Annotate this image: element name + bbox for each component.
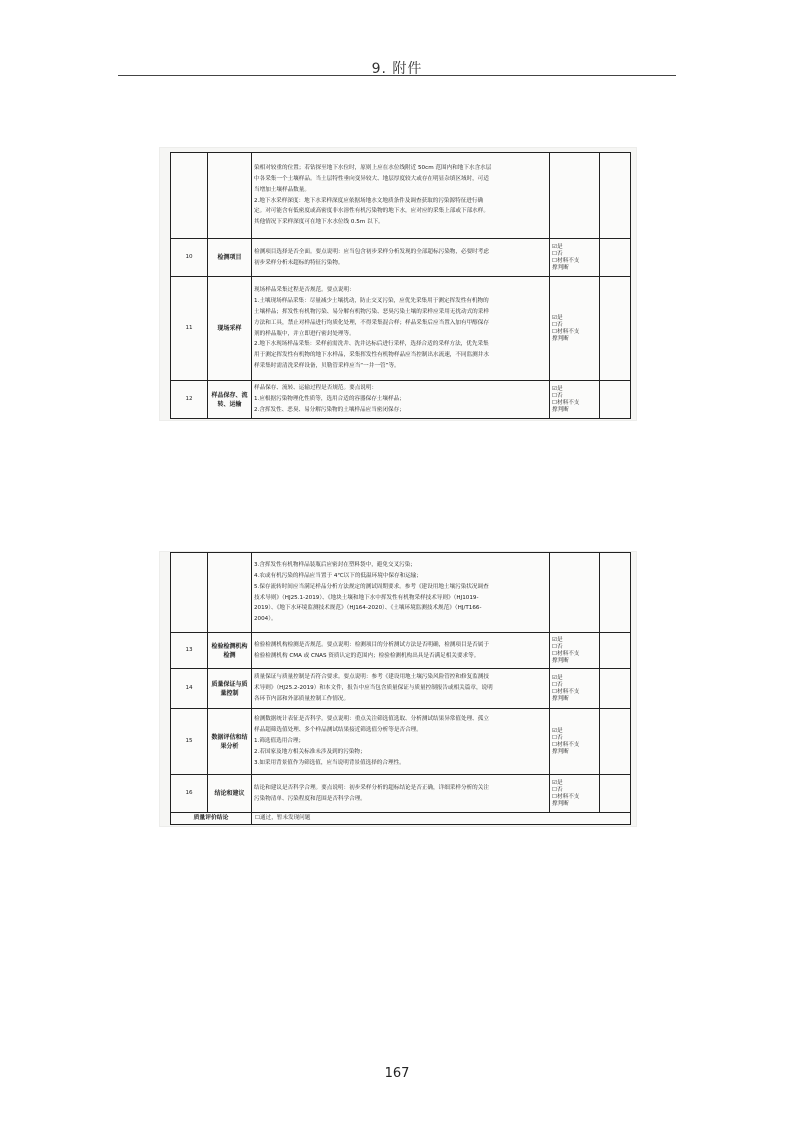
row-options: ☑是 ☐否 ☐材料不支 撑判断 [550,709,600,775]
scanned-page-upper [160,148,636,420]
row-item: 结论和建议 [208,775,252,813]
option-yes-checked[interactable]: ☑是 [552,779,563,786]
option-yes-checked[interactable]: ☑是 [552,243,563,250]
row-options: ☑是 ☐否 ☐材料不支 撑判断 [550,669,600,709]
option-insufficient[interactable]: ☐材料不支 [552,741,580,748]
review-table-upper [170,152,631,419]
option-yes-checked[interactable]: ☑是 [552,636,563,643]
page-number: 167 [384,1066,410,1081]
row-number: 13 [171,633,208,669]
scanned-page-lower [160,552,636,826]
row-description: 检验检测机构检测是否规范。要点说明：检测项目的分析测试方法是否明确，检测项目是否属于 检验检测机构 CMA 或 CNAS 资质认定的范围内；检验检测机构出具是否满足相关要求等。 [252,633,550,669]
row-item: 检验检测机构检测 [208,633,252,669]
row-description: 质量保证与质量控制是否符合要求。要点说明：参考《建设用地土壤污染风险管控和修复监测技 术导则》（HJ25.2-2019）和本文件，报告中应当包含质量保证与质量控制报告或相关篇章，说明 各环节内部和外部质量控制工作情况。 [252,669,550,709]
row-item: 检测项目 [208,239,252,277]
option-no[interactable]: ☐否 [552,643,563,650]
table-row-continuation [171,153,631,239]
row-item: 质量保证与质量控制 [208,669,252,709]
table-row-16 [171,775,631,813]
header-rule [118,75,676,76]
option-insufficient[interactable]: ☐材料不支 [552,399,580,406]
option-no[interactable]: ☐否 [552,392,563,399]
option-no[interactable]: ☐否 [552,321,563,328]
table-row-12 [171,381,631,419]
option-insufficient[interactable]: ☐材料不支 [552,688,580,695]
option-no[interactable]: ☐否 [552,786,563,793]
option-insufficient[interactable]: ☐材料不支 [552,650,580,657]
summary-value[interactable]: ☐通过，暂未发现问题 [252,813,631,825]
option-insufficient[interactable]: ☐材料不支 [552,257,580,264]
row-number: 14 [171,669,208,709]
row-item: 样品保存、流转、运输 [208,381,252,419]
summary-label: 质量评价结论 [171,813,252,825]
row-description: 现场样品采集过程是否规范。要点说明： 1.土壤现场样品采集：尽量减少土壤扰动，防止交叉污染，应优先采集用于测定挥发性有机物的 土壤样品；挥发性有机物污染、易分解有机物污染、恶臭污染土壤的采样应采用无扰动式的采样 方法和工具，禁止对样品进行均质化处理，不得采集混合样；样品采集后应当置入加有甲醇保存 剂的样品瓶中，并立即进行密封处理等。 2.地下水现场样品采集：采样前需洗井、洗井达标后进行采样，选择合适的采样方法，优先采集 用于测定挥发性有机物的地下水样品，采集挥发性有机物样品应当控制出水流速，不同监测井水 样采集时需清洗采样设备，贝勒管采样应当“一井一管”等。 [252,277,550,381]
table-row-continuation [171,553,631,633]
row-options: ☑是 ☐否 ☐材料不支 撑判断 [550,277,600,381]
option-no[interactable]: ☐否 [552,681,563,688]
row-item: 数据评估和结果分析 [208,709,252,775]
option-yes-checked[interactable]: ☑是 [552,314,563,321]
table-row-summary [171,813,631,825]
continuation-text: 3.含挥发性有机物样品装瓶后应密封在塑料袋中，避免交叉污染； 4.农或有机污染的样品应当置于 4℃以下的低温环境中保存和运输； 5.保存流转时间应当满足样品分析方法规定的测试周期要求。参考《建设用地土壤污染状况调查 技术导则》（HJ25.1-2019）、《地块土壤和地下水中挥发性有机物采样技术导则》（HJ1019- 2019）、《地下水环境监测技术规范》（HJ164-2020）、《土壤环境监测技术规范》（HJ/T166- 2004）。 [252,553,550,633]
row-description: 检测数据统计表征是否科学。要点说明：重点关注筛选值选取、分析测试结果异常值处理、孤立 样品超筛选值处理、多个样品测试结果接近筛选值分析等是否合理。 1.筛选值选用合理； 2.若国家及地方相关标准未涉及到的污染物； 3.如采用背景值作为筛选值，应当说明背景值选择的合理性。 [252,709,550,775]
row-number: 12 [171,381,208,419]
continuation-text: 染相对较重的位置；若钻探至地下水位时，原则上应在水位线附近 50cm 范围内和地下水含水层 中各采集一个土壤样品。当土层特性垂向变异较大、地层厚度较大或存在明显杂填区域时，可适 当增加土壤样品数量。 2.地下水采样深度：地下水采样深度应依据场地水文地质条件及调查获取的污染源特征进行确 定。对可能含有低密度或高密度非水溶性有机污染物的地下水，应对应的采集上部或下部水样。 其他情况下采样深度可在地下水水位线 0.5m 以下。 [252,153,550,239]
option-insufficient[interactable]: ☐材料不支 [552,328,580,335]
row-item: 现场采样 [208,277,252,381]
option-no[interactable]: ☐否 [552,734,563,741]
row-options: ☑是 ☐否 ☐材料不支 撑判断 [550,381,600,419]
row-options: ☑是 ☐否 ☐材料不支 撑判断 [550,239,600,277]
table-row-11 [171,277,631,381]
row-options: ☑是 ☐否 ☐材料不支 撑判断 [550,633,600,669]
row-number: 15 [171,709,208,775]
table-row-15 [171,709,631,775]
row-number: 16 [171,775,208,813]
option-yes-checked[interactable]: ☑是 [552,385,563,392]
row-number: 10 [171,239,208,277]
row-description: 样品保存、流转、运输过程是否规范。要点说明： 1.应根据污染物理化性质等，选用合适的容器保存土壤样品； 2.含挥发性、恶臭、易分解污染物的土壤样品应当密闭保存； [252,381,550,419]
row-description: 检测项目选择是否全面。要点说明：应当包含初步采样分析发现的全部超标污染物，必要时考虑 初步采样分析未超标的特征污染物。 [252,239,550,277]
option-yes-checked[interactable]: ☑是 [552,674,563,681]
row-description: 结论和建议是否科学合理。要点说明：初步采样分析的超标结论是否正确，详细采样分析的关注 污染物清单、污染程度和范围是否科学合理。 [252,775,550,813]
table-row-14 [171,669,631,709]
row-number: 11 [171,277,208,381]
table-row-13 [171,633,631,669]
option-insufficient[interactable]: ☐材料不支 [552,793,580,800]
table-row-10 [171,239,631,277]
option-yes-checked[interactable]: ☑是 [552,727,563,734]
row-options: ☑是 ☐否 ☐材料不支 撑判断 [550,775,600,813]
page-header-title: 9. 附件 [371,61,423,77]
review-table-lower [170,552,631,825]
option-no[interactable]: ☐否 [552,250,563,257]
